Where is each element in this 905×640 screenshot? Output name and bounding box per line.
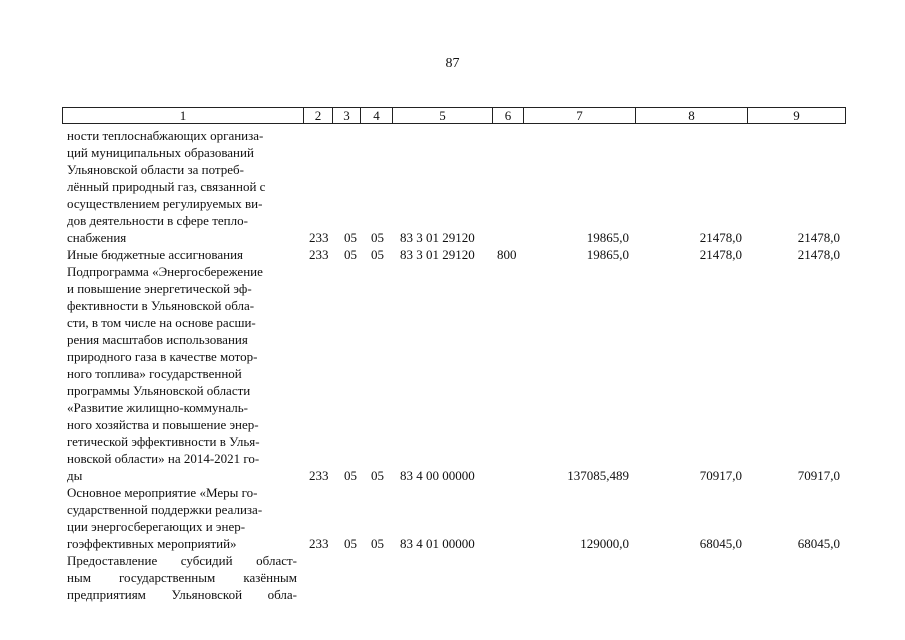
page-number: 87	[445, 56, 460, 71]
header-col-6: 6	[493, 108, 524, 123]
cell-c4: 05	[371, 230, 384, 245]
cell-c2: 233	[309, 536, 329, 551]
cell-c5: 83 4 01 00000	[400, 536, 475, 551]
cell-c5: 83 3 01 29120	[400, 230, 475, 245]
row-description: Предоставление субсидий област- ным государственным казённым предприятиям Ульяновской обла-	[67, 553, 297, 602]
cell-c2: 233	[309, 468, 329, 483]
cell-c7: 129000,0	[580, 536, 629, 551]
header-col-1: 1	[63, 108, 304, 123]
cell-c8: 21478,0	[699, 247, 742, 262]
cell-c2: 233	[309, 230, 329, 245]
header-col-2: 2	[304, 108, 333, 123]
cell-c5: 83 3 01 29120	[400, 247, 475, 262]
header-col-5: 5	[393, 108, 493, 123]
cell-c3: 05	[344, 230, 357, 245]
cell-c4: 05	[371, 468, 384, 483]
cell-c3: 05	[344, 536, 357, 551]
table-row-values	[0, 467, 905, 484]
table-header-row	[62, 107, 846, 124]
header-col-4: 4	[361, 108, 393, 123]
cell-c4: 05	[371, 247, 384, 262]
header-col-7: 7	[524, 108, 636, 123]
cell-c9: 21478,0	[797, 230, 840, 245]
cell-c7: 19865,0	[586, 230, 629, 245]
header-col-3: 3	[333, 108, 361, 123]
cell-c2: 233	[309, 247, 329, 262]
row-description: Основное мероприятие «Меры го- сударственной поддержки реализа- ции энергосберегающих и энер- гоэффективных мероприятий»	[67, 485, 263, 551]
cell-c9: 68045,0	[797, 536, 840, 551]
cell-c3: 05	[344, 468, 357, 483]
cell-c7: 137085,489	[567, 468, 629, 483]
header-col-8: 8	[636, 108, 748, 123]
cell-c3: 05	[344, 247, 357, 262]
cell-c9: 70917,0	[797, 468, 840, 483]
cell-c6: 800	[497, 247, 517, 262]
table-row-values	[0, 246, 905, 263]
header-col-9: 9	[793, 108, 800, 123]
row-description: ности теплоснабжающих организа- ций муниципальных образований Ульяновской области за потреб- лённый природный газ, связанной с осуществлением регулируемых ви- дов деятельности в сфере тепло- снабжения	[67, 128, 266, 245]
row-description: Иные бюджетные ассигнования	[67, 247, 244, 262]
table-row-values	[0, 229, 905, 246]
cell-c8: 70917,0	[699, 468, 742, 483]
cell-c9: 21478,0	[797, 247, 840, 262]
cell-c8: 21478,0	[699, 230, 742, 245]
table-row-values	[0, 535, 905, 552]
cell-c5: 83 4 00 00000	[400, 468, 475, 483]
cell-c7: 19865,0	[586, 247, 629, 262]
row-description: Подпрограмма «Энергосбережение и повышение энергетической эф- фективности в Ульяновской обла- сти, в том числе на основе расши- рения масштабов использования природного газа в качестве мотор- ного топлива» государственной программы Ульяновской области «Развитие жилищно-коммуналь- ного хозяйства и повышение энер- гетической эффективности в Улья- новской области» на 2014-2021 го- ды	[67, 264, 263, 483]
cell-c8: 68045,0	[699, 536, 742, 551]
cell-c4: 05	[371, 536, 384, 551]
